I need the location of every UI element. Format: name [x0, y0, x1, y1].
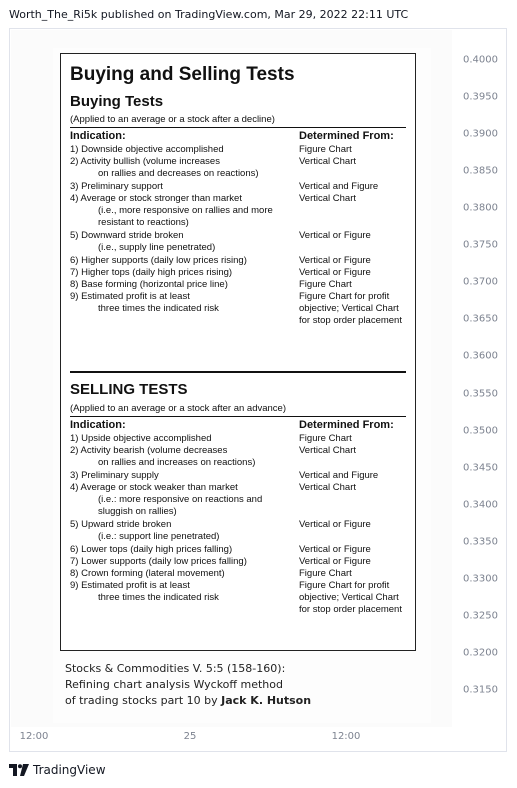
- price-tick-label: 0.3200: [463, 647, 498, 659]
- test-row: [70, 519, 408, 544]
- row-indication-sub: (i.e., more responsive on rallies and more resistant to reactions): [98, 205, 273, 228]
- divider: [70, 127, 406, 128]
- row-determined-from: Vertical Chart: [299, 445, 357, 456]
- row-indication-sub: (i.e.: support line penetrated): [98, 531, 220, 542]
- row-determined-from: Figure Chart: [299, 279, 352, 290]
- row-indication: [70, 544, 298, 556]
- test-row: [70, 291, 408, 341]
- price-axis[interactable]: [450, 29, 506, 726]
- tests-table: [60, 53, 416, 651]
- doc-title: Buying and Selling Tests: [70, 64, 295, 85]
- price-tick-label: 0.3250: [463, 610, 498, 622]
- price-tick-label: 0.3950: [463, 91, 498, 103]
- row-determined-from: Figure Chart for profit objective; Vertical Chart for stop order placement: [299, 580, 402, 615]
- caption-line: Stocks & Commodities V. 5:5 (158-160):: [65, 662, 286, 675]
- row-determined-from: Vertical Chart: [299, 156, 357, 167]
- row-indication-text: 9) Estimated profit is at least: [70, 580, 190, 591]
- row-indication-text: 4) Average or stock weaker than market: [70, 482, 238, 493]
- price-tick-label: 0.4000: [463, 54, 498, 66]
- row-determined-from: Figure Chart for profit objective; Vertical Chart for stop order placement: [299, 291, 402, 326]
- test-row: [70, 580, 408, 630]
- divider: [70, 416, 406, 417]
- article-caption: [65, 661, 425, 709]
- row-determined-from: Vertical or Figure: [299, 230, 371, 241]
- tradingview-logo-icon: [9, 764, 29, 776]
- price-tick-label: 0.3650: [463, 313, 498, 325]
- test-row: [70, 482, 408, 519]
- test-row: [70, 544, 408, 556]
- row-indication-text: 4) Average or stock stronger than market: [70, 193, 242, 204]
- article-scan-image: [53, 48, 431, 723]
- row-indication: [70, 568, 298, 580]
- test-row: [70, 556, 408, 568]
- row-indication-text: 7) Lower supports (daily low prices falling): [70, 556, 247, 567]
- chart-plot-area[interactable]: [11, 30, 452, 727]
- row-determined-from: Vertical or Figure: [299, 267, 371, 278]
- time-tick-label: 25: [183, 731, 197, 742]
- row-indication: [70, 556, 298, 568]
- buying-col-indication: Indication:: [70, 130, 126, 142]
- test-row: [70, 230, 408, 255]
- row-indication: [70, 230, 298, 254]
- selling-tests-title: SELLING TESTS: [70, 381, 188, 398]
- price-tick-label: 0.3400: [463, 499, 498, 511]
- row-indication-text: 6) Higher supports (daily low prices rising): [70, 255, 247, 266]
- test-row: [70, 470, 408, 482]
- test-row: [70, 193, 408, 230]
- row-indication: [70, 470, 298, 482]
- test-row: [70, 255, 408, 267]
- row-indication: [70, 279, 298, 291]
- row-determined-from: Figure Chart: [299, 568, 352, 579]
- price-tick-label: 0.3500: [463, 425, 498, 437]
- time-tick-label: 12:00: [331, 731, 361, 742]
- publish-info: Worth_The_Ri5k published on TradingView.com, Mar 29, 2022 22:11 UTC: [9, 8, 409, 21]
- test-row: [70, 279, 408, 291]
- row-determined-from: Vertical Chart: [299, 482, 357, 493]
- selling-col-indication: Indication:: [70, 419, 126, 431]
- buying-tests-title: Buying Tests: [70, 93, 164, 110]
- test-row: [70, 445, 408, 470]
- buying-applied-note: (Applied to an average or a stock after a decline): [70, 114, 275, 125]
- row-indication-sub: (i.e.: more responsive on reactions and sluggish on rallies): [98, 494, 263, 517]
- row-indication-sub: on rallies and increases on reactions): [98, 457, 256, 468]
- row-determined-from: Figure Chart: [299, 433, 352, 444]
- test-row: [70, 267, 408, 279]
- selling-col-determined: Determined From:: [299, 419, 394, 431]
- price-tick-label: 0.3850: [463, 165, 498, 177]
- tradingview-footer[interactable]: [9, 763, 106, 777]
- price-tick-label: 0.3150: [463, 684, 498, 696]
- row-indication: [70, 433, 298, 445]
- row-determined-from: Vertical or Figure: [299, 544, 371, 555]
- row-indication-text: 8) Base forming (horizontal price line): [70, 279, 228, 290]
- row-indication-text: 3) Preliminary support: [70, 181, 163, 192]
- buying-col-determined: Determined From:: [299, 130, 394, 142]
- row-indication: [70, 156, 298, 180]
- time-tick-label: 12:00: [19, 731, 49, 742]
- caption-line: Refining chart analysis Wyckoff method: [65, 678, 283, 691]
- price-tick-label: 0.3900: [463, 128, 498, 140]
- row-indication-sub: on rallies and decreases on reactions): [98, 168, 259, 179]
- row-indication-text: 3) Preliminary supply: [70, 470, 159, 481]
- row-indication-sub: (i.e., supply line penetrated): [98, 242, 216, 253]
- row-indication-text: 1) Downside objective accomplished: [70, 144, 224, 155]
- row-indication: [70, 291, 298, 315]
- test-row: [70, 156, 408, 181]
- price-tick-label: 0.3750: [463, 239, 498, 251]
- test-row: [70, 144, 408, 156]
- row-indication: [70, 519, 298, 543]
- price-tick-label: 0.3300: [463, 573, 498, 585]
- row-indication-text: 1) Upside objective accomplished: [70, 433, 212, 444]
- row-indication: [70, 193, 298, 229]
- tradingview-brand: TradingView: [33, 763, 106, 777]
- row-indication-text: 5) Downward stride broken: [70, 230, 184, 241]
- price-tick-label: 0.3350: [463, 536, 498, 548]
- row-indication-text: 7) Higher tops (daily high prices rising): [70, 267, 233, 278]
- price-tick-label: 0.3450: [463, 462, 498, 474]
- row-determined-from: Vertical Chart: [299, 193, 357, 204]
- caption-author: Jack K. Hutson: [221, 694, 312, 707]
- row-indication-sub: three times the indicated risk: [98, 303, 219, 314]
- row-indication-text: 6) Lower tops (daily high prices falling): [70, 544, 233, 555]
- price-tick-label: 0.3550: [463, 388, 498, 400]
- row-determined-from: Vertical or Figure: [299, 556, 371, 567]
- row-indication: [70, 482, 298, 518]
- row-determined-from: Vertical and Figure: [299, 181, 379, 192]
- chart-frame[interactable]: [9, 28, 507, 752]
- price-tick-label: 0.3800: [463, 202, 498, 214]
- row-indication: [70, 181, 298, 193]
- row-indication-text: 8) Crown forming (lateral movement): [70, 568, 225, 579]
- price-tick-label: 0.3700: [463, 276, 498, 288]
- row-determined-from: Vertical or Figure: [299, 255, 371, 266]
- test-row: [70, 433, 408, 445]
- row-indication-text: 2) Activity bullish (volume increases: [70, 156, 220, 167]
- test-row: [70, 568, 408, 580]
- row-indication: [70, 144, 298, 156]
- price-tick-label: 0.3600: [463, 350, 498, 362]
- row-indication: [70, 580, 298, 604]
- row-indication-text: 9) Estimated profit is at least: [70, 291, 190, 302]
- caption-line: of trading stocks part 10 by Jack K. Hutson: [65, 694, 312, 707]
- row-indication-sub: three times the indicated risk: [98, 592, 219, 603]
- row-indication-text: 2) Activity bearish (volume decreases: [70, 445, 228, 456]
- section-divider: [70, 371, 406, 373]
- row-determined-from: Vertical or Figure: [299, 519, 371, 530]
- row-indication: [70, 267, 298, 279]
- row-indication: [70, 445, 298, 469]
- row-indication: [70, 255, 298, 267]
- row-determined-from: Vertical and Figure: [299, 470, 379, 481]
- test-row: [70, 181, 408, 193]
- time-axis[interactable]: [10, 726, 506, 751]
- selling-applied-note: (Applied to an average or a stock after an advance): [70, 403, 286, 414]
- row-determined-from: Figure Chart: [299, 144, 352, 155]
- row-indication-text: 5) Upward stride broken: [70, 519, 172, 530]
